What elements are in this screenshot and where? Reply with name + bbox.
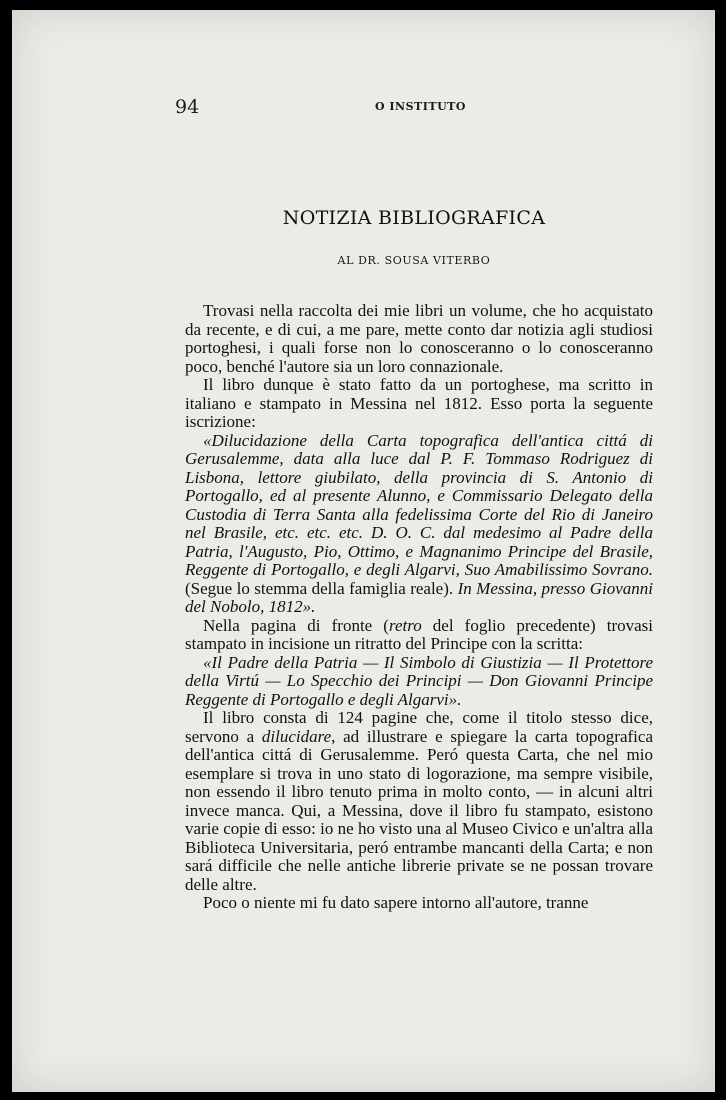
paragraph-4 [185, 617, 653, 654]
paragraph-2: Il libro dunque è stato fatto da un portoghese, ma scritto in italiano e stampato in Messina nel 1812. Esso porta la seguente iscrizione: [185, 375, 653, 431]
paragraph-6-after: , ad illustrare e spiegare la carta topografica dell'antica cittá di Gerusalemme. Peró questa Carta, che nel mio esemplare si trova in uno stato di logorazione, ma sempre visibile, non essendo il libro tenuto prima in molto conto, — in alcuni altri invece manca. Qui, a Messina, dove il libro fu stampato, esistono varie copie di esso: io ne ho visto una al Museo Civico e un'altra alla Biblioteca Universitaria, peró entrambe mancanti della Carta; e non sará difficile che nelle antiche librerie private se ne possan trovare delle altre. [185, 726, 653, 894]
paragraph-6-before: Il libro consta di 124 pagine che, come il titolo stesso dice, servono a [185, 708, 653, 746]
paragraph-6-dilucidare: dilucidare [261, 726, 332, 746]
paragraph-4-after: del foglio precedente) trovasi stampato in incisione un ritratto del Principe con la scritta: [185, 615, 653, 653]
article-title: NOTIZIA BIBLIOGRAFICA [282, 207, 546, 229]
paragraph-7: Poco o niente mi fu dato sapere intorno all'autore, tranne [203, 893, 589, 912]
paragraph-4-retro: retro [388, 615, 422, 635]
paragraph-4-before: Nella pagina di fronte ( [203, 615, 389, 635]
paragraph-5-portrait-quote: «Il Padre della Patria — Il Simbolo di Giustizia — Il Protettore della Virtú — Lo Specchio dei Principi — Don Giovanni Principe Reggente di Portogallo e degli Algarvi». [185, 652, 653, 709]
running-head [175, 96, 675, 120]
dedication: AL DR. SOUSA VITERBO [337, 254, 491, 267]
paragraph-1: Trovasi nella raccolta dei mie libri un volume, che ho acquistato da recente, e di cui, a me pare, mette conto dar notizia agli studiosi portoghesi, i quali forse non lo conosceranno o lo conosceranno poco, benché l'autore sia un loro connazionale. [185, 301, 653, 376]
paragraph-3-title-quote [185, 432, 653, 617]
scanned-page [12, 10, 715, 1092]
paragraph-6 [185, 709, 653, 894]
quote-title-plain: (Segue lo stemma della famiglia reale). [185, 578, 458, 598]
article-body [185, 302, 653, 913]
quote-imprint-italic: In Messina, presso Giovanni del Nobolo, 1812». [185, 578, 654, 616]
journal-name: O INSTITUTO [375, 100, 466, 113]
quote-title-italic: «Dilucidazione della Carta topografica dell'antica cittá di Gerusalemme, data alla luce dal P. F. Tommaso Rodriguez di Lisbona, lettore giubilato, della provincia di S. Antonio di Portogallo, ed al presente Alunno, e Commissario Delegato della Custodia di Terra Santa alla fedelissima Corte del Rio di Janeiro nel Brasile, etc. etc. etc. D. O. C. dal medesimo al Padre della Patria, l'Augusto, Pio, Ottimo, e Magnanimo Principe del Brasile, Reggente di Portogallo, e degli Algarvi, Suo Amabilissimo Sovrano. [185, 430, 653, 579]
page-number: 94 [175, 96, 200, 118]
